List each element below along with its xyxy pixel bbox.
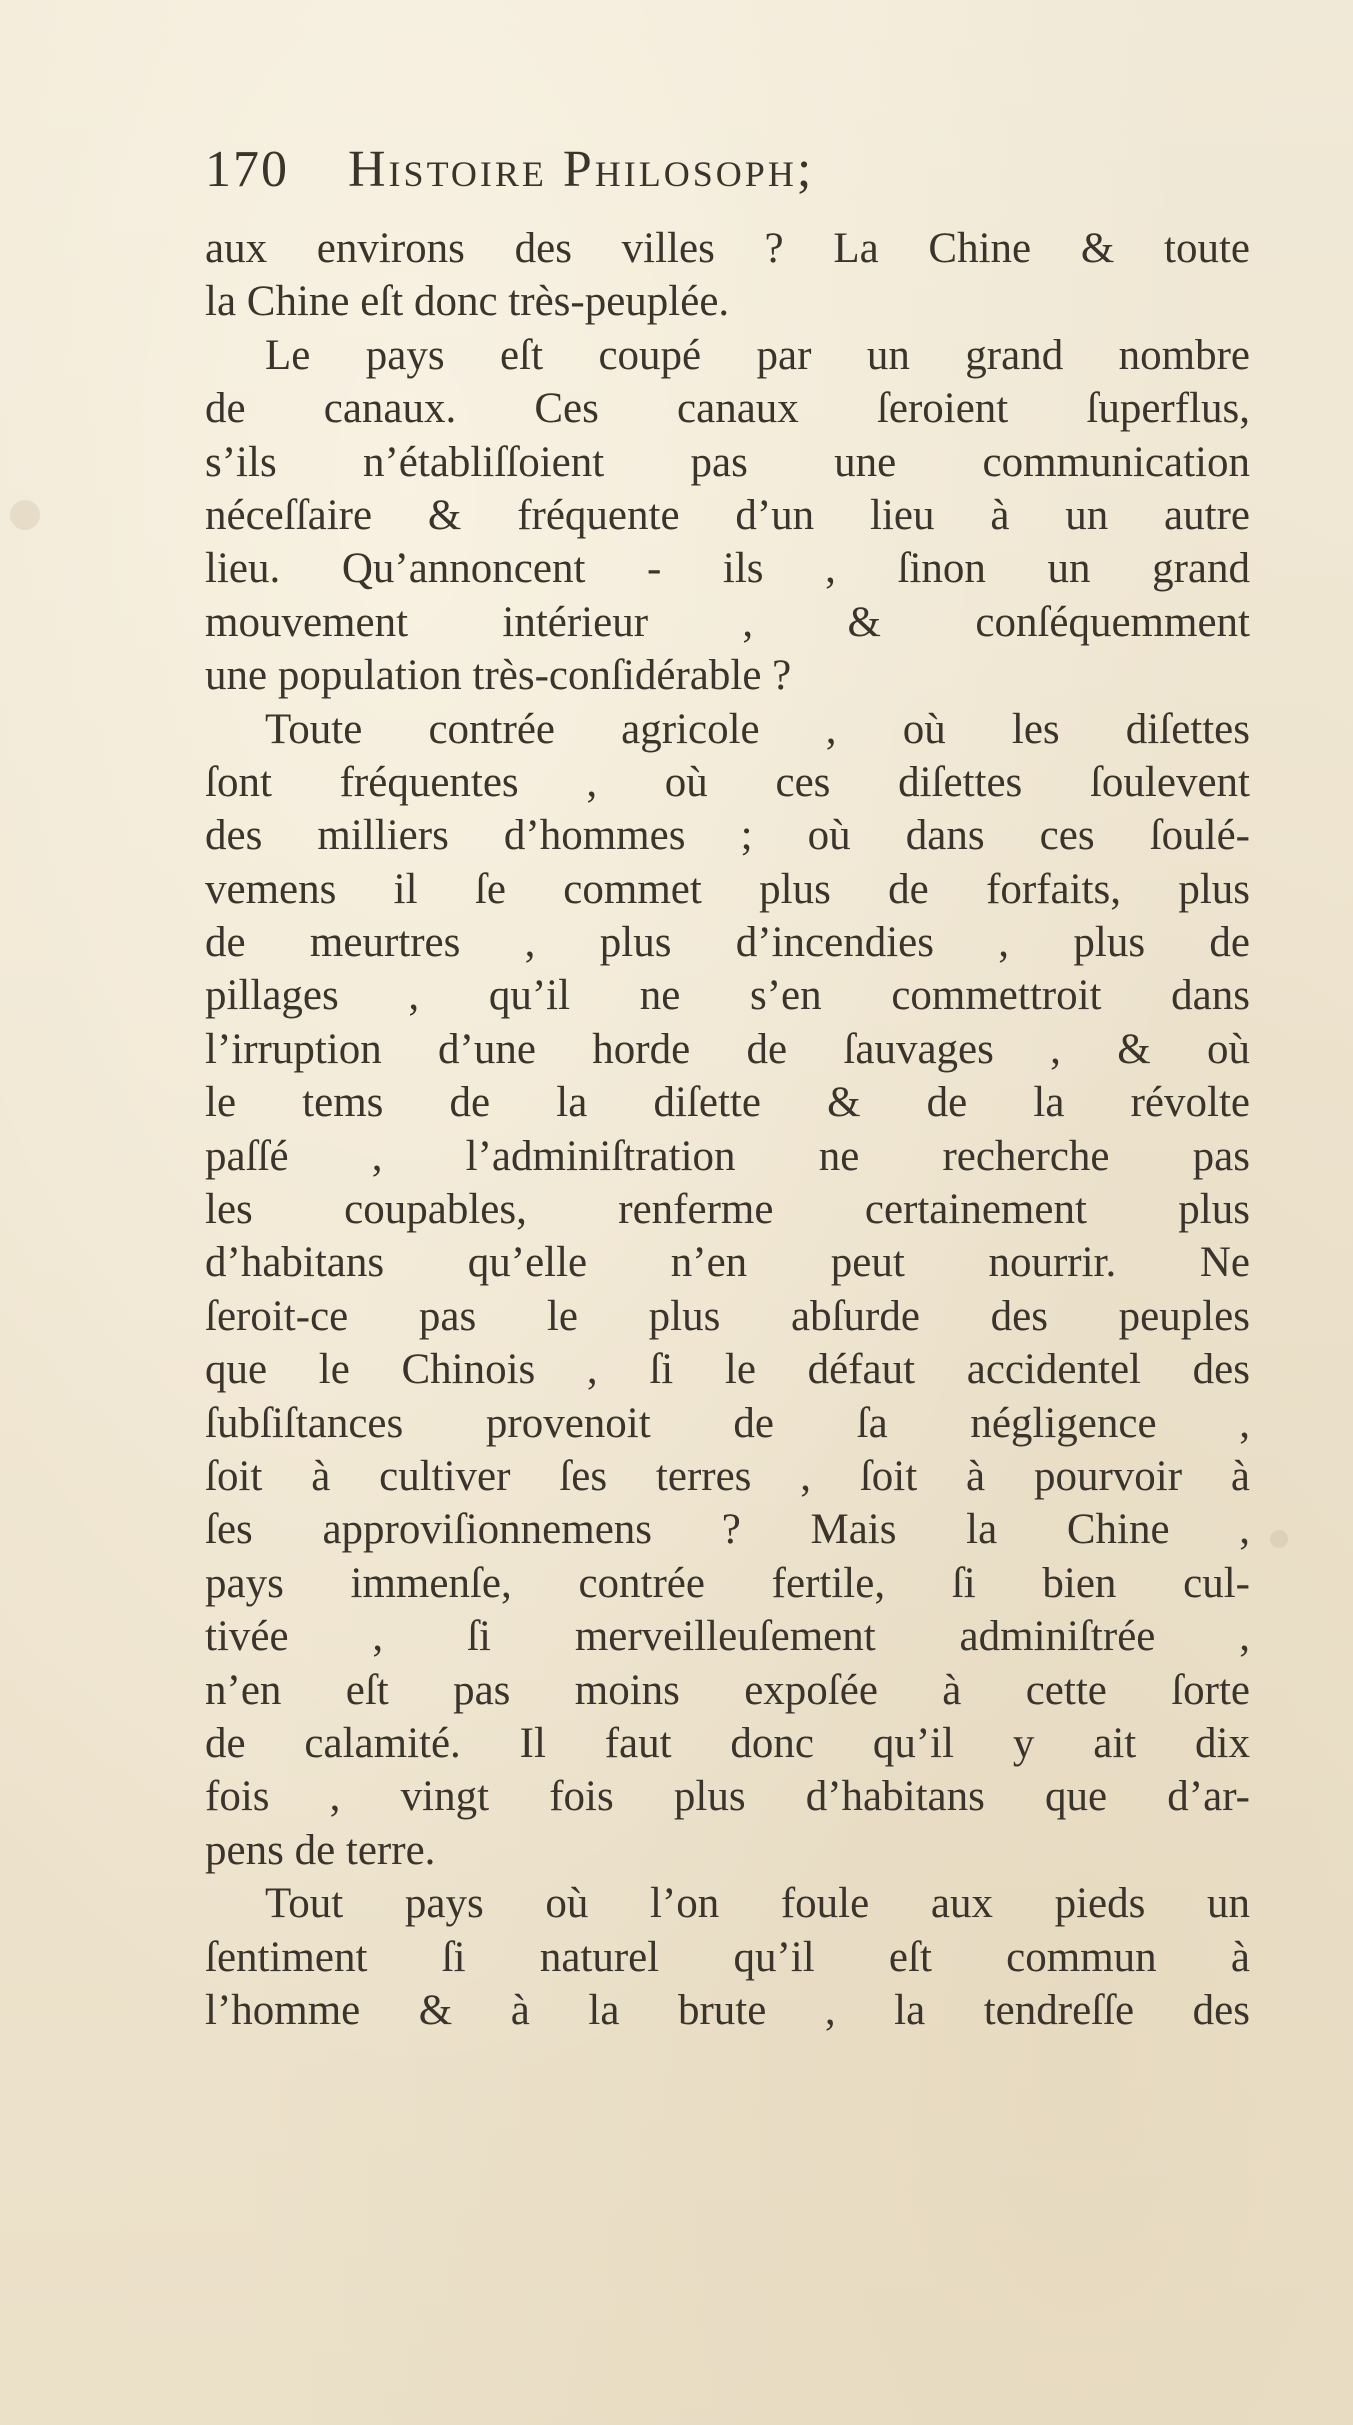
running-title: Histoire Philosoph;: [348, 141, 815, 198]
text-line: pays immenſe, contrée fertile, ſi bien cul-: [205, 1559, 1250, 1607]
paper-stain: [1270, 1530, 1288, 1548]
text-line: n’en eſt pas moins expoſée à cette ſorte: [205, 1666, 1250, 1714]
text-line: Le pays eſt coupé par un grand nombre: [265, 331, 1250, 379]
text-line: néceſſaire & fréquente d’un lieu à un autre: [205, 491, 1250, 539]
page-number: 170: [205, 141, 289, 198]
text-line: la Chine eſt donc très-peuplée.: [205, 278, 730, 326]
text-line: d’habitans qu’elle n’en peut nourrir. Ne: [205, 1239, 1250, 1287]
text-line: pens de terre.: [205, 1826, 436, 1874]
running-head: [205, 140, 1255, 220]
text-line: ſoit à cultiver ſes terres , ſoit à pourvoir à: [205, 1452, 1250, 1500]
text-line: les coupables, renferme certainement plus: [205, 1186, 1250, 1234]
text-line: ſont fréquentes , où ces diſettes ſoulevent: [205, 758, 1250, 806]
text-line: une population très-conſidérable ?: [205, 652, 792, 700]
text-line: pillages , qu’il ne s’en commettroit dans: [205, 972, 1250, 1020]
text-line: le tems de la diſette & de la révolte: [205, 1079, 1250, 1127]
text-line: ſeroit-ce pas le plus abſurde des peuples: [205, 1292, 1250, 1340]
text-line: ſentiment ſi naturel qu’il eſt commun à: [205, 1933, 1250, 1981]
text-line: l’irruption d’une horde de ſauvages , & où: [205, 1025, 1250, 1073]
text-line: de canaux. Ces canaux ſeroient ſuperflus,: [205, 385, 1250, 433]
text-line: l’homme & à la brute , la tendreſſe des: [205, 1986, 1250, 2034]
text-line: de calamité. Il faut donc qu’il y ait dix: [205, 1719, 1250, 1767]
text-line: Tout pays où l’on foule aux pieds un: [265, 1880, 1250, 1928]
text-line: s’ils n’établiſſoient pas une communication: [205, 438, 1250, 486]
text-line: aux environs des villes ? La Chine & toute: [205, 225, 1250, 272]
text-line: des milliers d’hommes ; où dans ces ſoulé-: [205, 812, 1250, 860]
text-line: mouvement intérieur , & conſéquemment: [205, 598, 1250, 646]
text-line: vemens il ſe commet plus de forfaits, plus: [205, 865, 1250, 913]
text-line: ſubſiſtances provenoit de ſa négligence ,: [205, 1399, 1250, 1447]
text-line: fois , vingt fois plus d’habitans que d’ar-: [205, 1773, 1250, 1821]
text-line: Toute contrée agricole , où les diſettes: [265, 705, 1250, 753]
text-line: que le Chinois , ſi le défaut accidentel des: [205, 1346, 1250, 1394]
text-line: de meurtres , plus d’incendies , plus de: [205, 919, 1250, 967]
text-line: ſes approviſionnemens ? Mais la Chine ,: [205, 1506, 1250, 1554]
text-line: lieu. Qu’annoncent - ils , ſinon un grand: [205, 545, 1250, 593]
text-line: tivée , ſi merveilleuſement adminiſtrée ,: [205, 1613, 1250, 1661]
body-text: [205, 222, 1250, 2037]
text-line: paſſé , l’adminiſtration ne recherche pas: [205, 1132, 1250, 1180]
paper-stain: [10, 500, 40, 530]
